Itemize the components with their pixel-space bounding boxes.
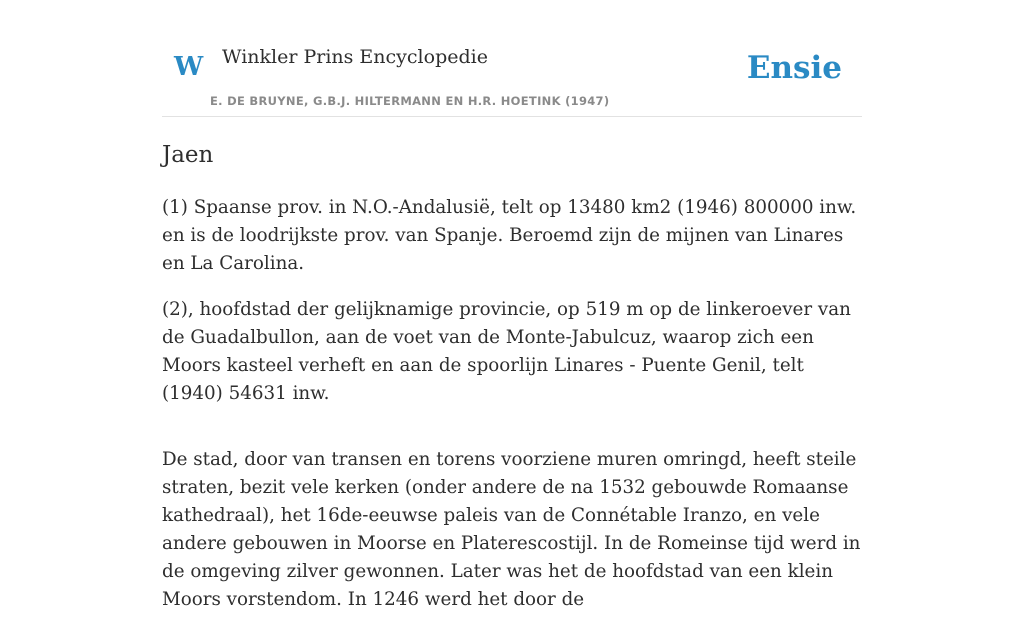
entry-paragraph: (1) Spaanse prov. in N.O.-Andalusië, telt op 13480 km2 (1946) 800000 inw. en is de loodrijkste prov. van Spanje. Beroemd zijn de mijnen van Linares en La Carolina.	[162, 197, 857, 274]
ensie-logo-link[interactable]: Ensie	[746, 50, 842, 86]
entry-title: Jaen	[162, 142, 214, 168]
entry-content	[162, 140, 862, 632]
winkler-prins-logo-icon[interactable]: W	[174, 52, 204, 82]
book-title[interactable]: Winkler Prins Encyclopedie	[222, 46, 488, 68]
site-header	[162, 0, 862, 117]
book-authors: E. DE BRUYNE, G.B.J. HILTERMANN EN H.R. HOETINK (1947)	[210, 94, 610, 108]
entry-paragraph: (2), hoofdstad der gelijknamige provincie, op 519 m op de linkeroever van de Guadalbullon, aan de voet van de Monte-Jabulcuz, waarop zich een Moors kasteel verheft en aan de spoorlijn Linares - Puente Genil, telt (1940) 54631 inw.	[162, 299, 851, 404]
entry-paragraph: De stad, door van transen en torens voorziene muren omringd, heeft steile straten, bezit vele kerken (onder andere de na 1532 gebouwde Romaanse kathedraal), het 16de-eeuwse paleis van de Connétable Iranzo, en vele andere gebouwen in Moorse en Platerescostijl. In de Romeinse tijd werd in de omgeving zilver gewonnen. Later was het de hoofdstad van een klein Moors vorstendom. In 1246 werd het door de	[162, 449, 861, 610]
